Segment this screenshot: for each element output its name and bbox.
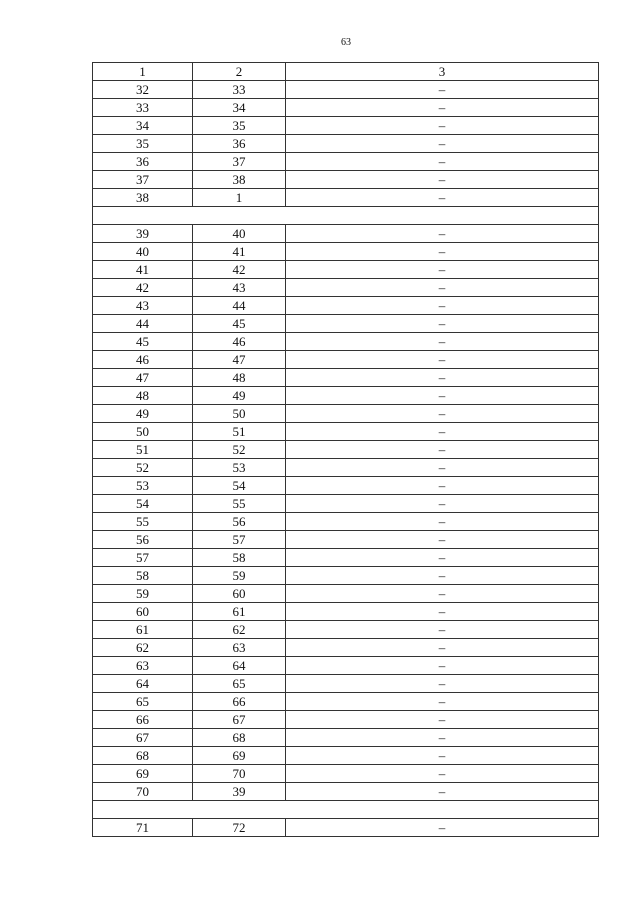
table-cell: 40 — [93, 243, 193, 261]
table-row — [93, 783, 599, 801]
table-cell: 68 — [193, 729, 286, 747]
table-cell: 42 — [93, 279, 193, 297]
table-cell: 52 — [93, 459, 193, 477]
table-row — [93, 675, 599, 693]
table-row — [93, 423, 599, 441]
table-cell: 70 — [93, 783, 193, 801]
table-cell: 36 — [193, 135, 286, 153]
table-cell: 67 — [193, 711, 286, 729]
table-cell: – — [286, 369, 599, 387]
group-separator-cell — [93, 207, 599, 225]
table-cell: 70 — [193, 765, 286, 783]
table-cell: – — [286, 261, 599, 279]
table-cell: 53 — [193, 459, 286, 477]
table-cell: – — [286, 585, 599, 603]
table-row — [93, 387, 599, 405]
table-cell: 71 — [93, 819, 193, 837]
table-cell: 33 — [193, 81, 286, 99]
table-cell: 45 — [93, 333, 193, 351]
table-cell: 42 — [193, 261, 286, 279]
table-cell: – — [286, 279, 599, 297]
table-cell: 58 — [193, 549, 286, 567]
table-cell: – — [286, 495, 599, 513]
table-row — [93, 765, 599, 783]
table-row — [93, 567, 599, 585]
table-cell: 56 — [93, 531, 193, 549]
table-row — [93, 315, 599, 333]
table-row — [93, 117, 599, 135]
table-row — [93, 477, 599, 495]
table-cell: 34 — [93, 117, 193, 135]
table-cell: 43 — [193, 279, 286, 297]
table-cell: – — [286, 441, 599, 459]
table-cell: 61 — [193, 603, 286, 621]
table-cell: – — [286, 693, 599, 711]
table-cell: 60 — [193, 585, 286, 603]
table-row — [93, 495, 599, 513]
table-cell: 33 — [93, 99, 193, 117]
table-cell: – — [286, 387, 599, 405]
table-cell: – — [286, 513, 599, 531]
column-header: 1 — [93, 63, 193, 81]
table-cell: – — [286, 315, 599, 333]
table-cell: 54 — [93, 495, 193, 513]
table-cell: – — [286, 531, 599, 549]
table-body — [93, 63, 599, 837]
table-cell: 55 — [193, 495, 286, 513]
table-cell: 72 — [193, 819, 286, 837]
table-cell: 68 — [93, 747, 193, 765]
table-row — [93, 189, 599, 207]
table-cell: – — [286, 603, 599, 621]
table-cell: – — [286, 99, 599, 117]
table-cell: 51 — [93, 441, 193, 459]
table-cell: 62 — [193, 621, 286, 639]
table-cell: – — [286, 783, 599, 801]
table-cell: 59 — [93, 585, 193, 603]
table-row — [93, 81, 599, 99]
table-cell: 63 — [93, 657, 193, 675]
table-row — [93, 657, 599, 675]
table-cell: – — [286, 477, 599, 495]
table-row — [93, 225, 599, 243]
table-row — [93, 711, 599, 729]
table-cell: 44 — [193, 297, 286, 315]
table-cell: 44 — [93, 315, 193, 333]
table-cell: 32 — [93, 81, 193, 99]
group-separator-cell — [93, 801, 599, 819]
table-cell: – — [286, 621, 599, 639]
table-row — [93, 405, 599, 423]
table-cell: 38 — [93, 189, 193, 207]
table-row — [93, 639, 599, 657]
table-cell: – — [286, 639, 599, 657]
table-cell: – — [286, 765, 599, 783]
table-cell: 58 — [93, 567, 193, 585]
table-cell: 48 — [93, 387, 193, 405]
table-cell: – — [286, 351, 599, 369]
table-cell: 53 — [93, 477, 193, 495]
table-cell: 39 — [193, 783, 286, 801]
table-cell: 46 — [193, 333, 286, 351]
table-header-row — [93, 63, 599, 81]
column-header: 2 — [193, 63, 286, 81]
table-cell: 64 — [193, 657, 286, 675]
table-cell: 51 — [193, 423, 286, 441]
table-row — [93, 279, 599, 297]
table-row — [93, 819, 599, 837]
table-row — [93, 693, 599, 711]
table-cell: 59 — [193, 567, 286, 585]
table-cell: – — [286, 747, 599, 765]
table-cell: 45 — [193, 315, 286, 333]
table-cell: 48 — [193, 369, 286, 387]
table-row — [93, 369, 599, 387]
table-cell: 35 — [93, 135, 193, 153]
table-cell: – — [286, 171, 599, 189]
table-cell: – — [286, 243, 599, 261]
table-cell: – — [286, 423, 599, 441]
table-cell: 37 — [193, 153, 286, 171]
table-cell: 49 — [193, 387, 286, 405]
table-cell: – — [286, 297, 599, 315]
table-row — [93, 459, 599, 477]
table-cell: 40 — [193, 225, 286, 243]
table-row — [93, 603, 599, 621]
table-cell: – — [286, 153, 599, 171]
table-cell: 61 — [93, 621, 193, 639]
table-cell: 57 — [93, 549, 193, 567]
page-number: 63 — [341, 37, 351, 48]
table-row — [93, 513, 599, 531]
table-row — [93, 135, 599, 153]
table-cell: 66 — [193, 693, 286, 711]
column-header: 3 — [286, 63, 599, 81]
table-cell: 69 — [93, 765, 193, 783]
table-row — [93, 747, 599, 765]
table-cell: 46 — [93, 351, 193, 369]
table-cell: – — [286, 549, 599, 567]
table-row — [93, 243, 599, 261]
table-cell: 35 — [193, 117, 286, 135]
table-cell: 60 — [93, 603, 193, 621]
table-cell: 36 — [93, 153, 193, 171]
table-cell: – — [286, 459, 599, 477]
table-cell: 65 — [93, 693, 193, 711]
table-cell: 47 — [93, 369, 193, 387]
group-separator-row — [93, 801, 599, 819]
table-row — [93, 621, 599, 639]
table-row — [93, 549, 599, 567]
table-cell: – — [286, 189, 599, 207]
table-cell: 49 — [93, 405, 193, 423]
table-cell: 43 — [93, 297, 193, 315]
table-cell: 67 — [93, 729, 193, 747]
table-cell: 56 — [193, 513, 286, 531]
table-row — [93, 171, 599, 189]
table-cell: 66 — [93, 711, 193, 729]
table-cell: 62 — [93, 639, 193, 657]
table-row — [93, 441, 599, 459]
data-table — [92, 62, 599, 837]
table-row — [93, 99, 599, 117]
table-row — [93, 351, 599, 369]
table-cell: 55 — [93, 513, 193, 531]
table-cell: 63 — [193, 639, 286, 657]
table-cell: – — [286, 711, 599, 729]
table-row — [93, 153, 599, 171]
table-cell: – — [286, 81, 599, 99]
table-cell: 64 — [93, 675, 193, 693]
table-cell: 69 — [193, 747, 286, 765]
table-cell: 34 — [193, 99, 286, 117]
table-cell: 65 — [193, 675, 286, 693]
table-cell: 37 — [93, 171, 193, 189]
table-cell: 57 — [193, 531, 286, 549]
table-row — [93, 729, 599, 747]
table-row — [93, 531, 599, 549]
table-cell: – — [286, 135, 599, 153]
table-row — [93, 585, 599, 603]
table-cell: – — [286, 657, 599, 675]
table-row — [93, 297, 599, 315]
table-cell: 1 — [193, 189, 286, 207]
table-cell: 41 — [193, 243, 286, 261]
table-row — [93, 261, 599, 279]
table-cell: – — [286, 405, 599, 423]
group-separator-row — [93, 207, 599, 225]
table-cell: – — [286, 117, 599, 135]
table-cell: – — [286, 819, 599, 837]
table-cell: 50 — [193, 405, 286, 423]
table-cell: – — [286, 567, 599, 585]
table-cell: – — [286, 675, 599, 693]
table-cell: 50 — [93, 423, 193, 441]
table-cell: 54 — [193, 477, 286, 495]
table-cell: 47 — [193, 351, 286, 369]
table-row — [93, 333, 599, 351]
table-cell: 38 — [193, 171, 286, 189]
table-cell: 39 — [93, 225, 193, 243]
table-cell: – — [286, 333, 599, 351]
table-cell: 41 — [93, 261, 193, 279]
table-cell: 52 — [193, 441, 286, 459]
table-cell: – — [286, 225, 599, 243]
table-cell: – — [286, 729, 599, 747]
